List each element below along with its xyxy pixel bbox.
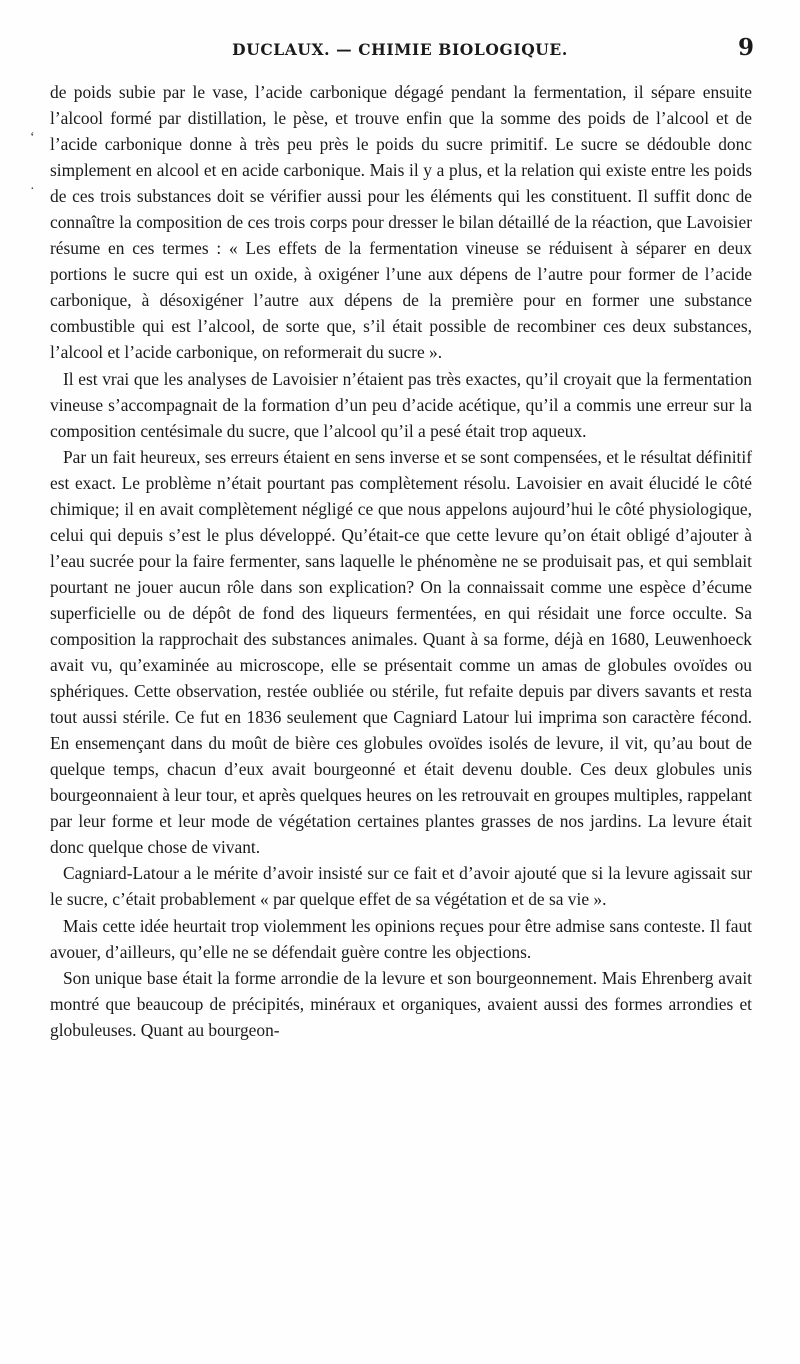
running-head: DUCLAUX. — CHIMIE BIOLOGIQUE. (232, 40, 568, 59)
margin-mark-icon: · (30, 182, 35, 197)
paragraph-5: Mais cette idée heurtait trop violemment les opinions reçues pour être admise sans conteste. Il faut avouer, d’ailleurs, qu’elle ne se défendait guère contre les objections. (50, 915, 752, 962)
page-header (50, 34, 754, 66)
page-body (50, 79, 752, 1043)
margin-mark-icon: ‘ (30, 130, 35, 145)
paragraph-3: Par un fait heureux, ses erreurs étaient en sens inverse et se sont compensées, et le résultat définitif est exact. Le problème n’était pourtant pas complètement résolu. Lavoisier en avait élucidé le côté chimique; il en avait complètement négligé ce que nous appelons aujourd’hui le côté physiologique, celui qui depuis s’est le plus développé. Qu’était-ce que cette levure qu’on était obligé d’ajouter à l’eau sucrée pour la faire fermenter, sans laquelle le phénomène ne se produisait pas, et qui semblait pourtant ne jouer aucun rôle dans son explication? On la connaissait comme une espèce d’écume superficielle ou de dépôt de fond des liqueurs fermentées, en qui résidait une force occulte. Sa composition la rapprochait des substances animales. Quant à sa forme, déjà en 1680, Leuwenhoeck avait vu, qu’examinée au microscope, elle se présentait comme un amas de globules ovoïdes ou sphériques. Cette observation, restée oubliée ou stérile, fut refaite depuis par divers savants et resta tout aussi stérile. Ce fut en 1836 seulement que Cagniard Latour lui imprima son caractère fécond. En ensemençant dans du moût de bière ces globules ovoïdes isolés de levure, il vit, qu’au bout de quelque temps, chacun d’eux avait bourgeonné et était devenu double. Ces deux globules unis bourgeonnaient à leur tour, et après quelques heures on les retrouvait en groupes multiples, rappelant par leur forme et leur mode de végétation certaines plantes grasses de nos jardins. La levure était donc quelque chose de vivant. (50, 446, 752, 858)
paragraph-6: Son unique base était la forme arrondie de la levure et son bourgeonnement. Mais Ehrenberg avait montré que beaucoup de précipités, minéraux et organiques, avaient aussi des formes arrondies et globuleuses. Quant au bourgeon- (50, 967, 752, 1040)
paragraph-1: de poids subie par le vase, l’acide carbonique dégagé pendant la fermentation, il sépare ensuite l’alcool formé par distillation, le pèse, et trouve enfin que la somme des poids de l’alcool et de l’acide carbonique donne à très peu près le poids du sucre primitif. Le sucre se dédouble donc simplement en alcool et en acide carbonique. Mais il y a plus, et la relation qui existe entre les poids de ces trois substances doit se vérifier aussi pour les éléments qui les constituent. Il suffit donc de connaître la composition de ces trois corps pour dresser le bilan détaillé de la réaction, que Lavoisier résume en ces termes : « Les effets de la fermentation vineuse se réduisent à séparer en deux portions le sucre qui est un oxide, à oxigéner l’une aux dépens de l’autre pour former de l’acide carbonique, à désoxigéner l’autre aux dépens de la première pour en former une substance combustible qui est l’alcool, de sorte que, s’il était possible de recombiner ces deux substances, l’alcool et l’acide carbonique, on reformerait du sucre ». (50, 82, 752, 363)
page-number: 9 (737, 34, 754, 61)
paragraph-2: Il est vrai que les analyses de Lavoisier n’étaient pas très exactes, qu’il croyait que la fermentation vineuse s’accompagnait de la formation d’un peu d’acide acétique, qu’il a commis une erreur sur la composition centésimale du sucre, que l’alcool qu’il a pesé était trop aqueux. (50, 368, 752, 441)
paragraph-4: Cagniard-Latour a le mérite d’avoir insisté sur ce fait et d’avoir ajouté que si la levure agissait sur le sucre, c’était probablement « par quelque effet de sa végétation et de sa vie ». (50, 863, 752, 910)
